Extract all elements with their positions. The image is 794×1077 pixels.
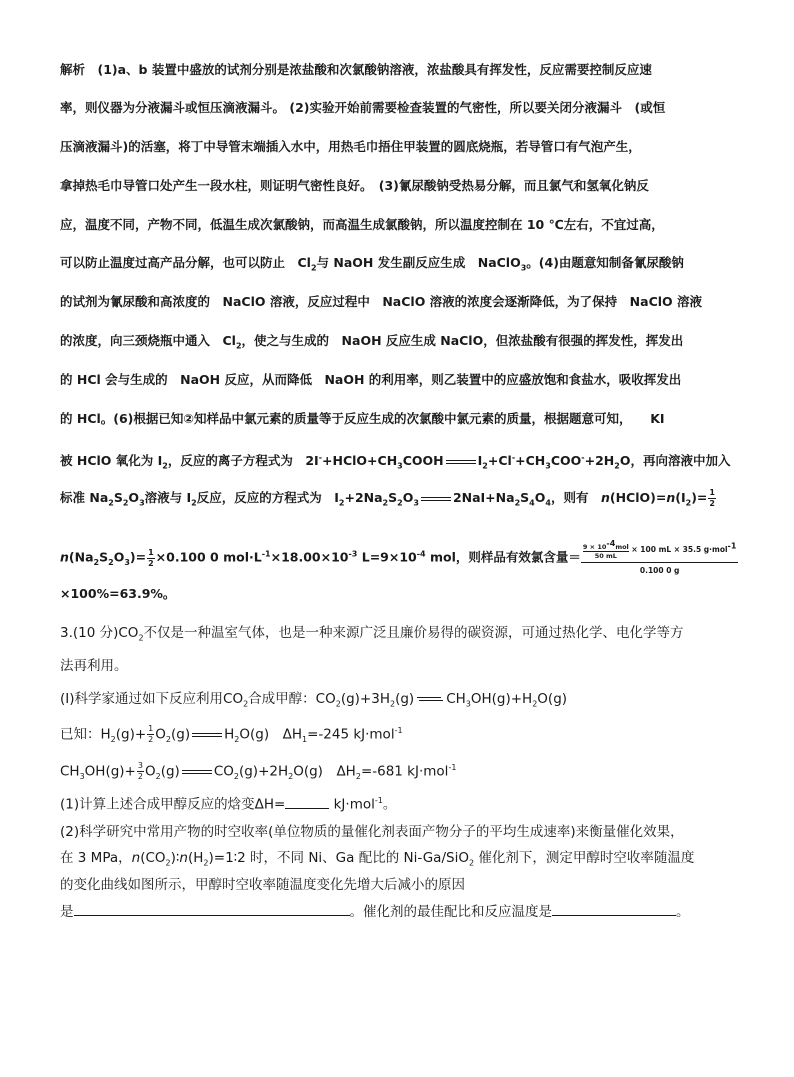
text: 的变化曲线如图所示，甲醇时空收率随温度变化先增大后减小的原因 [60,877,465,893]
text: +Cl [487,453,512,469]
superscript: - [511,453,516,462]
explanation-line-8 [60,331,683,357]
subscript: 2 [338,498,345,508]
subscript: 3 [139,498,145,508]
text: (Na [68,549,94,565]
text: O [402,490,414,505]
subscript: 3 [124,558,130,568]
subscript: 2 [514,498,521,508]
question-number: 3.(10 分)CO [60,625,139,641]
fraction-denominator: 2 [137,772,143,781]
equals-arrow-icon [192,730,222,740]
inner-numerator [583,540,629,552]
explanation-line-11 [60,448,730,477]
superscript: -4 [416,549,426,559]
subscript: 2 [685,498,692,508]
subscript: 2 [162,461,168,471]
text: 标准 Na [60,490,109,505]
text: 解析 (1)a、b 装置中盛放的试剂分别是浓盐酸和次氯酸钠溶液，浓盐酸具有挥发性，反应需要控制反应速 [60,62,652,77]
question-line-8 [60,848,694,874]
text: 。(4)由题意知制备氰尿酸钠 [526,255,684,270]
text: O，再向溶液中加入 [619,453,731,469]
subscript: 2 [335,699,341,709]
text: OH(g)+H [470,691,533,707]
subscript: 2 [234,735,240,745]
text: COOH [402,453,444,469]
subscript: 3 [545,461,551,471]
question-line-10 [60,902,690,922]
text: 法再利用。 [60,658,128,674]
text: × 100 mL × 35.5 g·mol [631,545,728,555]
text: CO [213,763,234,780]
fraction-numerator: 1 [148,724,154,733]
fraction-numerator: 3 [137,761,143,770]
question-line-9 [60,875,465,895]
text: S [520,490,530,505]
subscript: 3 [397,461,403,471]
subscript: 2 [165,858,171,868]
text: +2H [584,453,615,469]
subscript: 2 [165,735,171,745]
subscript: 4 [545,498,551,508]
question-line-7 [60,822,684,842]
text: (g)+3H [340,691,390,707]
text: ×0.100 0 mol·L [155,549,262,565]
subscript: 1 [301,735,308,745]
text: (Ⅰ)科学家通过如下反应利用CO [60,691,244,707]
subscript: 3 [79,772,85,782]
question-line-6 [60,791,396,815]
explanation-line-4 [60,176,649,196]
subscript: 3 [520,263,527,273]
subscript: 2 [122,498,129,508]
text: (CO [140,850,166,866]
text: 的浓度，向三颈烧瓶中通入 Cl [60,333,236,348]
text: O(g) ΔH [293,763,356,780]
explanation-line-12 [60,488,717,514]
subscript: 2 [191,498,197,508]
text: +HClO+CH [322,453,398,469]
text: kJ·mol [329,796,375,813]
text: O [155,726,166,743]
subscript: 3 [413,498,419,508]
text: CH [446,691,466,707]
text: 应，温度不同，产物不同，低温生成次氯酸钠，而高温生成氯酸钠，所以温度控制在 10 ℃左右，不宜过高， [60,217,664,232]
subscript: 2 [310,263,317,273]
explanation-line-9 [60,370,681,390]
subscript: 2 [110,735,116,745]
text: 的 HCl 会与生成的 NaOH 反应，从而降低 NaOH 的利用率，则乙装置中的应盛放饱和食盐水，吸收挥发出 [60,372,682,387]
subscript: 2 [355,772,361,782]
text: 。 [382,796,397,813]
subscript: 2 [203,858,209,868]
question-line-2 [60,656,128,676]
text: S [99,549,109,565]
text: 拿掉热毛巾导管口处产生一段水柱，则证明气密性良好。 (3)氰尿酸钠受热易分解，而且氯气和氢氧化钠反 [60,178,649,193]
text: n [131,850,141,866]
superscript: -1 [374,796,383,805]
text: 的试剂为氰尿酸和高浓度的 NaClO 溶液，反应过程中 NaClO 溶液的浓度会逐渐降低，为了保持 NaClO 溶液 [60,294,703,309]
text: 压滴液漏斗)的活塞，将丁中导管末端插入水中，用热毛巾捂住甲装置的圆底烧瓶，若导管口有气泡产生， [60,139,641,154]
fraction-denominator: 0.100 0 g [639,566,680,576]
fraction-denominator: 2 [148,735,154,744]
text: (2)科学研究中常用产物的时空收率(单位物质的量催化剂表面产物分子的平均生成速率)来衡量催化效果， [60,824,684,840]
text: (HClO)= [609,490,667,505]
fraction-three-halves [137,761,144,782]
text: 的 HCl。(6)根据已知②知样品中氯元素的质量等于反应生成的次氯酸中氯元素的质量，根据题意可知， KI [60,411,665,426]
text: n [60,549,69,565]
subscript: 3 [465,699,471,709]
text: 被 HClO 氧化为 I [60,453,163,469]
fraction-denominator: 2 [148,558,154,568]
text: 与 NaOH 发生副反应生成 NaClO [316,255,521,270]
superscript: - [581,453,585,462]
subscript: 2 [233,772,239,782]
text: S [388,490,398,505]
superscript: -1 [261,549,271,559]
text: 不仅是一种温室气体，也是一种来源广泛且廉价易得的碳资源，可通过热化学、电化学等方 [143,625,684,641]
text: O [128,490,140,505]
text: OH(g)+ [84,763,136,780]
subscript: 2 [397,498,403,508]
text: 9 × 10 [582,543,607,552]
subscript: 2 [235,341,242,351]
subscript: 2 [243,699,249,709]
question-line-3 [60,689,567,715]
superscript: - [318,453,323,462]
subscript: 2 [468,858,475,868]
inner-denominator: 50 mL [594,552,617,561]
explanation-line-14 [60,584,175,604]
superscript: -1 [727,541,737,551]
question-line-1 [60,623,684,649]
equals-arrow-icon [182,767,212,777]
text: H [224,726,235,743]
chlorine-content-fraction [581,540,739,576]
explanation-line-1 [60,60,652,80]
answer-blank-optimal-conditions[interactable] [552,915,676,916]
reversible-arrow-icon [417,694,443,704]
text: (H [187,850,204,866]
fraction-half [147,548,155,569]
subscript: 2 [108,498,114,508]
text: =-681 kJ·mol [360,763,449,780]
question-line-4 [60,721,403,750]
subscript: 2 [93,558,100,568]
text: )=1∶2 时，不同 Ni、Ga 配比的 Ni-Ga/SiO [208,850,469,866]
text: 在 3 MPa， [60,850,132,866]
subscript: 2 [382,498,389,508]
text: 2NaI+Na [452,490,515,505]
fraction-half [708,488,716,509]
explanation-line-2 [60,98,665,118]
text: L=9×10 [357,549,417,565]
subscript: 2 [108,558,114,568]
text: O [113,549,125,565]
superscript: -4 [606,539,616,548]
text: 率，则仪器为分液漏斗或恒压滴液漏斗。 (2)实验开始前需要检查装置的气密性，所以要关闭分液漏斗 (或恒 [60,100,666,115]
text: 反应，反应的方程式为 I [196,490,339,505]
subscript: 2 [138,633,144,643]
subscript: 4 [529,498,535,508]
superscript: -1 [448,763,457,772]
text: ，反应的离子方程式为 2I [167,453,319,469]
text: n [600,490,610,505]
text: n [179,850,188,866]
text: (g)+2H [238,763,289,780]
superscript: -3 [348,549,358,559]
text: =-245 kJ·mol [307,726,395,743]
text: 合成甲醇：CO [248,691,336,707]
text: 。 [676,904,690,920]
subscript: 2 [532,699,538,709]
text: ，使之与生成的 NaOH 反应生成 NaClO，但浓盐酸有很强的挥发性，挥发出 [241,333,684,348]
answer-blank-reason[interactable] [74,915,350,916]
text: COO [550,453,582,469]
text: O [534,490,546,505]
explanation-line-3 [60,137,641,157]
text: +CH [515,453,546,469]
text: ×18.00×10 [270,549,349,565]
subscript: 2 [155,772,161,782]
fraction-denominator: 2 [709,499,715,508]
text: )∶ [170,850,180,866]
inner-fraction [583,540,629,560]
text: mol [615,543,629,552]
equals-arrow-icon [421,494,451,504]
text: (g) [160,763,180,780]
explanation-line-10 [60,409,665,429]
text: 催化剂下，测定甲醇时空收率随温度 [474,850,695,866]
text: O(g) [537,691,568,707]
fraction-half [147,724,154,745]
fraction-numerator: 1 [709,488,715,497]
text: 可以防止温度过高产品分解，也可以防止 Cl [60,255,311,270]
text: 已知：H [60,726,111,743]
text: ，则有 [550,490,601,505]
superscript: -1 [394,726,403,735]
explanation-line-7 [60,292,702,312]
text: ×100%=63.9%。 [60,586,176,601]
text: O(g) ΔH [239,726,302,743]
explanation-line-13 [60,540,738,576]
text: )= [129,549,147,565]
text: CH [60,763,80,780]
text: S [113,490,123,505]
text: )= [691,490,708,505]
explanation-line-6 [60,253,684,279]
text: (1)计算上述合成甲醇反应的焓变ΔH= [60,796,286,813]
fraction-numerator [581,540,739,563]
subscript: 2 [288,772,294,782]
text: 溶液与 I [144,490,192,505]
explanation-line-5 [60,215,664,235]
text: +2Na [344,490,383,505]
answer-blank-enthalpy[interactable] [285,808,329,809]
text: I [477,453,483,469]
equals-arrow-icon [446,457,476,467]
text: mol，则样品有效氯含量＝ [425,549,581,565]
text: 是 [60,904,74,920]
subscript: 2 [614,461,620,471]
text: (g) [395,691,415,707]
subscript: 2 [389,699,396,709]
text: (g)+ [115,726,147,743]
text: n [666,490,676,505]
text: (I [675,490,686,505]
text: O [144,763,156,780]
subscript: 2 [482,461,488,471]
fraction-numerator: 1 [148,547,154,557]
question-line-5 [60,758,456,787]
text: 。催化剂的最佳配比和反应温度是 [349,904,552,920]
text: (g) [171,726,191,743]
